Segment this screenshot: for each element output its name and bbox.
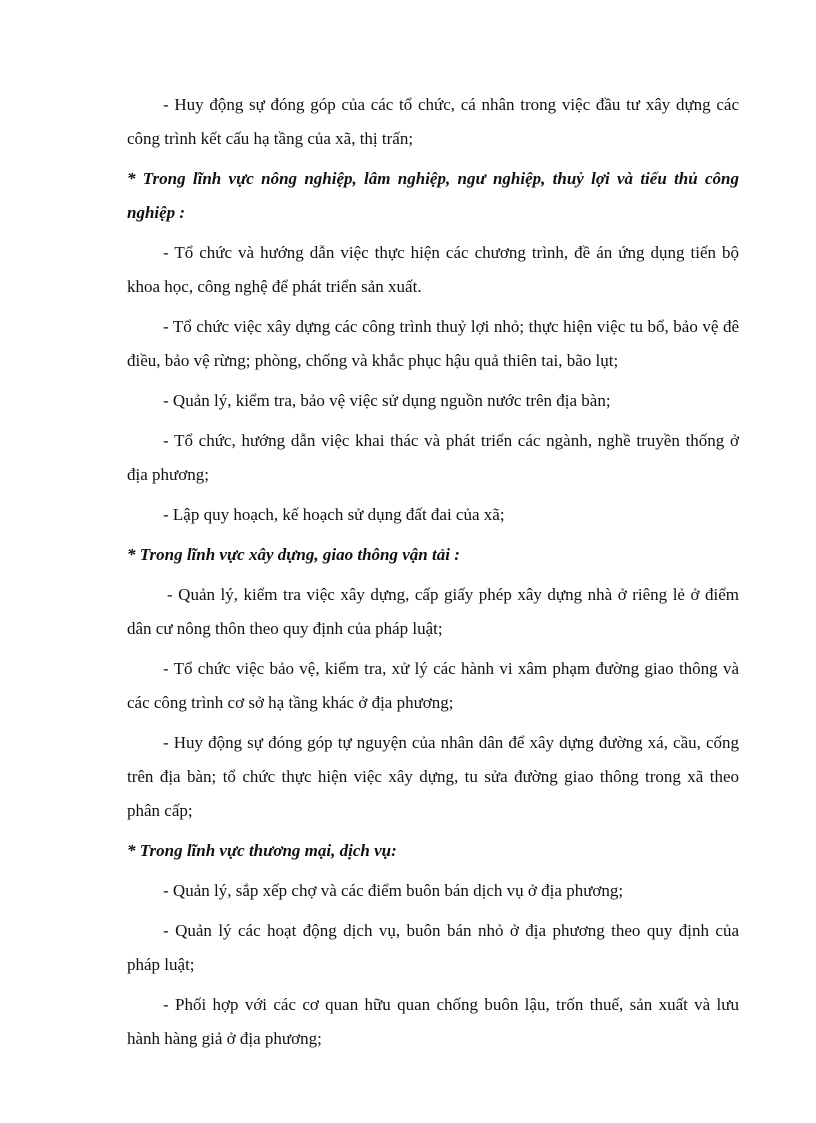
paragraph-land-planning: - Lập quy hoạch, kế hoạch sử dụng đất đai của xã; [163, 505, 505, 524]
section-heading-construction: * Trong lĩnh vực xây dựng, giao thông vận tải : [127, 545, 460, 564]
paragraph-science-programs: - Tổ chức và hướng dẫn việc thực hiện các chương trình, đề án ứng dụng tiến bộ khoa học, công nghệ để phát triển sản xuất. [127, 243, 739, 296]
paragraph-infrastructure-contribution: - Huy động sự đóng góp của các tổ chức, cá nhân trong việc đầu tư xây dựng các công trình kết cấu hạ tầng của xã, thị trấn; [127, 95, 739, 148]
paragraph-water-management: - Quản lý, kiểm tra, bảo vệ việc sử dụng nguồn nước trên địa bàn; [163, 391, 611, 410]
paragraph-market-management: - Quản lý, sắp xếp chợ và các điểm buôn bán dịch vụ ở địa phương; [163, 881, 624, 900]
paragraph-anti-smuggling: - Phối hợp với các cơ quan hữu quan chống buôn lậu, trốn thuế, sản xuất và lưu hành hàng giả ở địa phương; [127, 995, 739, 1048]
section-heading-commerce: * Trong lĩnh vực thương mại, dịch vụ: [127, 841, 397, 860]
document-body [127, 88, 739, 1062]
paragraph-building-permits: - Quản lý, kiểm tra việc xây dựng, cấp giấy phép xây dựng nhà ở riêng lẻ ở điểm dân cư nông thôn theo quy định của pháp luật; [127, 585, 739, 638]
paragraph-road-contribution: - Huy động sự đóng góp tự nguyện của nhân dân để xây dựng đường xá, cầu, cống trên địa bàn; tổ chức thực hiện việc xây dựng, tu sửa đường giao thông trong xã theo phân cấp; [127, 733, 739, 820]
section-heading-agriculture: * Trong lĩnh vực nông nghiệp, lâm nghiệp, ngư nghiệp, thuỷ lợi và tiểu thủ công nghiệp : [127, 169, 739, 222]
paragraph-traditional-crafts: - Tổ chức, hướng dẫn việc khai thác và phát triển các ngành, nghề truyền thống ở địa phương; [127, 431, 739, 484]
paragraph-irrigation-works: - Tổ chức việc xây dựng các công trình thuỷ lợi nhỏ; thực hiện việc tu bổ, bảo vệ đê điều, bảo vệ rừng; phòng, chống và khắc phục hậu quả thiên tai, bão lụt; [127, 317, 739, 370]
paragraph-traffic-protection: - Tổ chức việc bảo vệ, kiểm tra, xử lý các hành vi xâm phạm đường giao thông và các công trình cơ sở hạ tầng khác ở địa phương; [127, 659, 739, 712]
paragraph-small-trade: - Quản lý các hoạt động dịch vụ, buôn bán nhỏ ở địa phương theo quy định của pháp luật; [127, 921, 739, 974]
